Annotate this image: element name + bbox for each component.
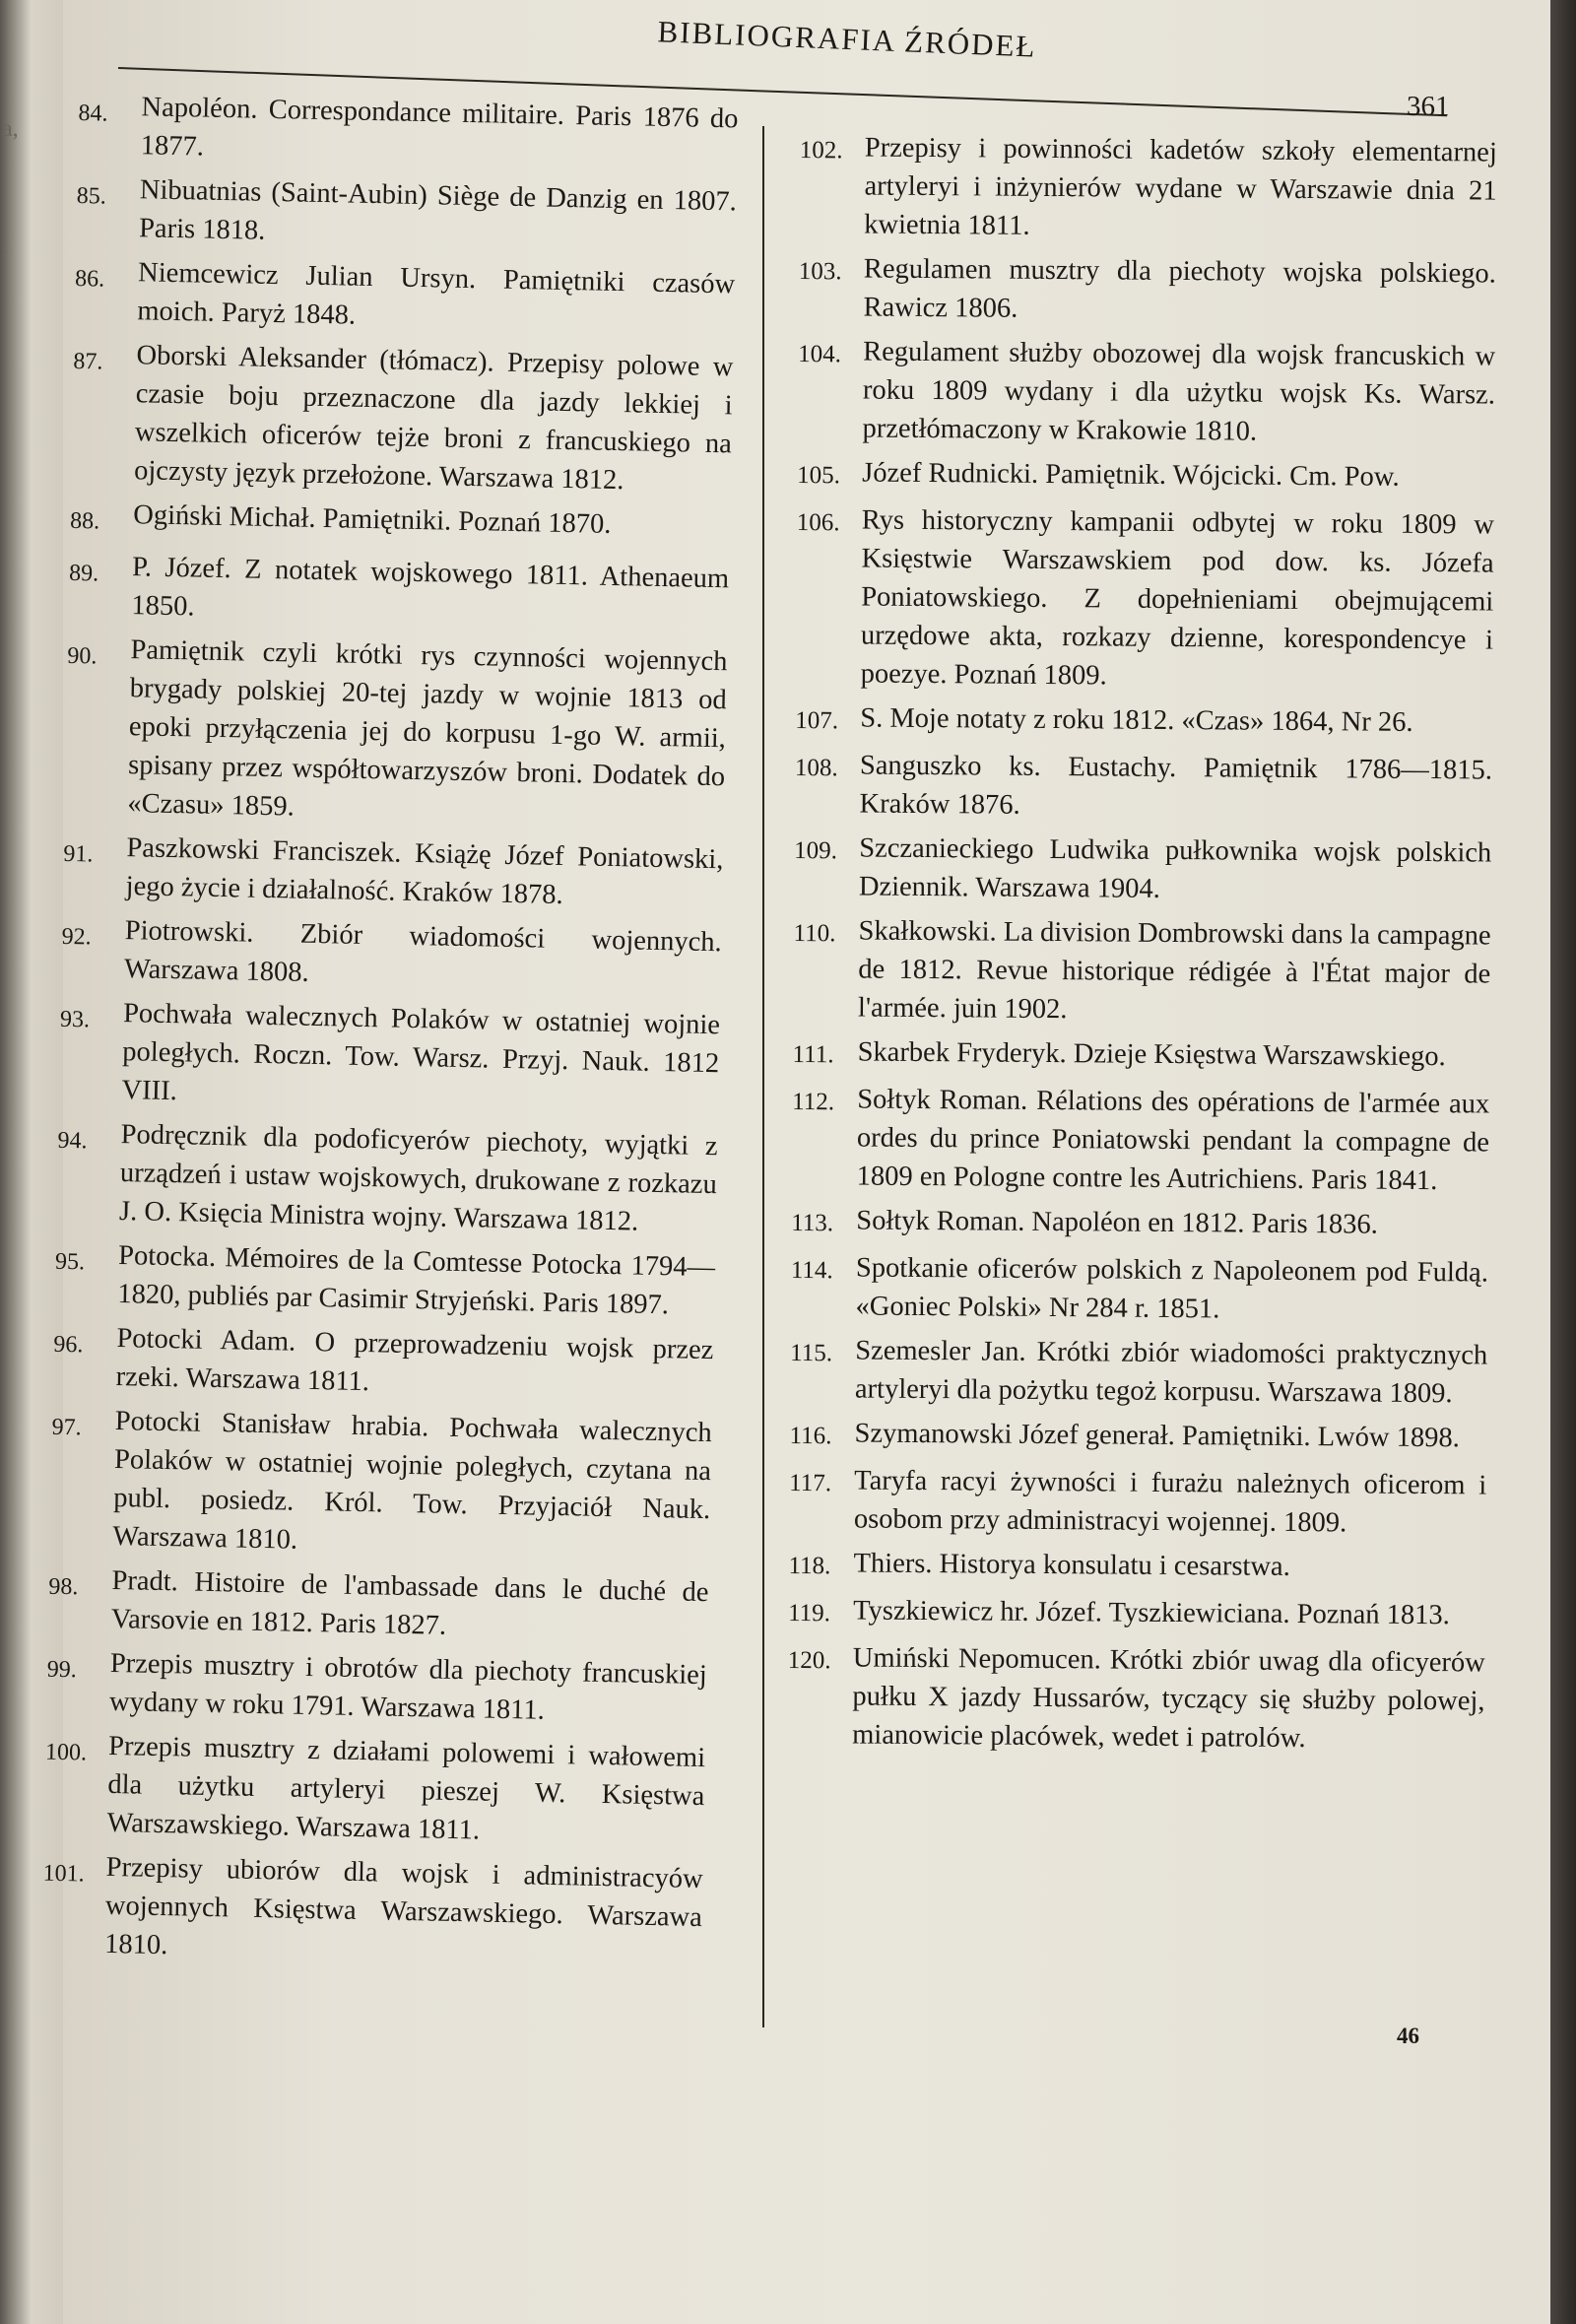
adjacent-page-fragment: a, <box>2 116 19 142</box>
entry-number: 94. <box>57 1127 88 1155</box>
bibliography-entry <box>787 1638 1485 1760</box>
entry-number: 99. <box>46 1656 78 1684</box>
bibliography-entry <box>793 911 1491 1032</box>
left-column <box>41 87 739 1981</box>
bibliography-entry <box>68 547 729 636</box>
entry-number: 101. <box>42 1860 85 1888</box>
entry-number: 112. <box>792 1088 835 1116</box>
entry-number: 120. <box>787 1646 831 1675</box>
bibliography-entry <box>49 1401 712 1567</box>
bibliography-entry <box>791 1201 1488 1248</box>
bibliography-entry <box>41 1847 703 1975</box>
page-number: 361 <box>1407 91 1450 122</box>
bibliography-entry <box>62 828 723 917</box>
bibliography-entry <box>74 252 735 342</box>
entry-text: Przepis musztry z działami polowemi i wałowemi dla użytku artyleryi pieszej W. Księstwa Warszawskiego. Warszawa 1811. <box>106 1730 706 1846</box>
adjacent-page-fragment: . <box>2 234 8 260</box>
entry-number: 90. <box>67 642 98 670</box>
entry-text: Skarbek Fryderyk. Dzieje Księstwa Warszawskiego. <box>857 1036 1446 1073</box>
entry-text: Potocka. Mémoires de la Comtesse Potocka 1794—1820, publiés par Casimir Stryjeński. Paris 1897. <box>117 1240 716 1321</box>
bibliography-entry <box>790 1331 1488 1414</box>
entry-number: 85. <box>76 182 107 210</box>
entry-text: Pochwała walecznych Polaków w ostatniej wojnie poległych. Roczn. Tow. Warsz. Przyj. Nauk. 1812 VIII. <box>121 998 721 1107</box>
running-header: BIBLIOGRAFIA ŹRÓDEŁ <box>656 14 1038 64</box>
entry-number: 88. <box>69 507 100 535</box>
bibliography-entry <box>795 500 1494 698</box>
entry-number: 105. <box>797 461 841 490</box>
entry-text: Potocki Stanisław hrabia. Pochwała walecznych Polaków w ostatniej wojnie poległych, czytana na publ. posiedz. Król. Tow. Przyjaciół Nauk. Warszawa 1810. <box>112 1406 713 1556</box>
entry-text: Piotrowski. Zbiór wiadomości wojennych. Warszawa 1808. <box>123 915 723 988</box>
entry-text: Szczanieckiego Ludwika pułkownika wojsk polskich Dziennik. Warszawa 1904. <box>858 832 1492 904</box>
entry-text: Podręcznik dla podoficyerów piechoty, wyjątki z urządzeń i ustaw wojskowych, drukowane z rozkazu J. O. Księcia Ministra wojny. Warszawa 1812. <box>118 1119 718 1237</box>
bibliography-entry <box>43 1726 705 1854</box>
entry-text: Sołtyk Roman. Napoléon en 1812. Paris 1836. <box>856 1205 1378 1240</box>
entry-number: 106. <box>796 508 840 537</box>
bibliography-entry <box>791 1080 1489 1201</box>
entry-text: Nibuatnias (Saint-Aubin) Siège de Danzig en 1807. Paris 1818. <box>138 174 738 246</box>
entry-number: 115. <box>790 1339 833 1367</box>
entry-text: Oborski Aleksander (tłómacz). Przepisy polowe w czasie boju przeznaczone dla jazdy lekkiej i wszelkich oficerów tejże broni z francuskiego na ojczysty język przełożone. Warszawa 1812. <box>133 340 734 497</box>
bibliography-entry <box>76 169 737 259</box>
entry-number: 110. <box>793 919 836 948</box>
entry-number: 86. <box>74 265 105 293</box>
entry-text: Szemesler Jan. Krótki zbiór wiadomości praktycznych artyleryi dla pożytku tegoż korpusu. Warszawa 1809. <box>854 1335 1488 1410</box>
bibliography-entry <box>794 829 1492 911</box>
entry-number: 91. <box>63 840 94 868</box>
entry-number: 89. <box>68 560 99 587</box>
entry-number: 109. <box>794 836 838 865</box>
entry-text: Taryfa racyi żywności i furażu należnych oficerom i osobom przy administracyi wojennej. 1809. <box>853 1465 1487 1539</box>
entry-text: Sołtyk Roman. Rélations des opérations de l'armée aux ordes du prince Poniatowski pendant la compagne de 1809 en Pologne contre les Autrichiens. Paris 1841. <box>856 1084 1490 1197</box>
bibliography-entry <box>797 453 1494 500</box>
entry-text: Niemcewicz Julian Ursyn. Pamiętniki czasów moich. Paryż 1848. <box>137 257 736 331</box>
entry-number: 118. <box>788 1552 831 1580</box>
bibliography-entry <box>789 1414 1486 1461</box>
entry-text: Skałkowski. La division Dombrowski dans la campagne de 1812. Revue historique rédigée à l'État major de l'armée. juin 1902. <box>857 915 1491 1026</box>
column-divider <box>762 126 764 2027</box>
entry-text: Regulament służby obozowej dla wojsk francuskich w roku 1809 wydany i dla użytku wojsk Ks. Warsz. przetłómaczony w Krakowie 1810. <box>862 336 1496 447</box>
bibliography-entry <box>797 332 1495 453</box>
entry-text: Thiers. Historya konsulatu i cesarstwa. <box>853 1548 1290 1582</box>
entry-number: 102. <box>799 136 843 165</box>
entry-text: Pradt. Histoire de l'ambassade dans le duché de Varsovie en 1812. Paris 1827. <box>110 1564 709 1641</box>
entry-number: 100. <box>44 1739 88 1766</box>
entry-text: Przepis musztry i obrotów dla piechoty francuskiej wydany w roku 1791. Warszawa 1811. <box>108 1647 708 1726</box>
bibliography-entry <box>58 993 720 1121</box>
entry-number: 107. <box>795 706 839 735</box>
entry-text: Sanguszko ks. Eustachy. Pamiętnik 1786—1815. Kraków 1876. <box>859 750 1493 821</box>
entry-number: 103. <box>798 257 842 286</box>
entry-number: 104. <box>798 340 842 368</box>
bibliography-entry <box>61 910 722 1000</box>
entry-number: 114. <box>790 1256 833 1285</box>
entry-text: Przepisy ubiorów dla wojsk i administracyów wojennych Księstwa Warszawskiego. Warszawa 1810. <box>103 1851 703 1961</box>
entry-number: 113. <box>791 1209 834 1237</box>
entry-text: Paszkowski Franciszek. Książę Józef Poniatowski, jego życie i działalność. Kraków 1878. <box>125 832 724 911</box>
entry-text: Szymanowski Józef generał. Pamiętniki. Lwów 1898. <box>854 1418 1460 1454</box>
entry-text: Józef Rudnicki. Pamiętnik. Wójcicki. Cm. Pow. <box>862 457 1400 493</box>
entry-text: Umiński Nepomucen. Krótki zbiór uwag dla oficyerów pułku X jazdy Hussarów, tyczący się służby polowej, mianowicie placówek, wedet i patrolów. <box>852 1642 1485 1755</box>
bibliography-entry <box>54 1235 715 1325</box>
bibliography-entry <box>794 746 1492 829</box>
bibliography-entry <box>798 249 1496 332</box>
entry-number: 92. <box>61 923 92 951</box>
entry-number: 97. <box>51 1414 82 1441</box>
entry-number: 108. <box>794 754 838 782</box>
right-column <box>787 128 1497 1765</box>
entry-text: Przepisy i powinności kadetów szkoły elementarnej artyleryi i inżynierów wydane w Warszawie dnia 21 kwietnia 1811. <box>864 132 1497 241</box>
bibliography-entry <box>56 1114 718 1242</box>
bibliography-entry <box>64 630 728 834</box>
bibliography-entry <box>70 495 731 554</box>
bibliography-entry <box>799 128 1497 249</box>
signature-number: 46 <box>1397 2024 1419 2048</box>
bibliography-entry <box>47 1560 708 1650</box>
entry-text: Tyszkiewicz hr. Józef. Tyszkiewiciana. Poznań 1813. <box>853 1595 1450 1631</box>
bibliography-entry <box>788 1544 1485 1591</box>
entry-text: Regulamen musztry dla piechoty wojska polskiego. Rawicz 1806. <box>863 253 1496 324</box>
entry-text: Spotkanie oficerów polskich z Napoleonem pod Fuldą. «Goniec Polski» Nr 284 r. 1851. <box>855 1252 1489 1325</box>
entry-text: S. Moje notaty z roku 1812. «Czas» 1864, Nr 26. <box>860 702 1413 738</box>
bibliography-entry <box>77 87 738 176</box>
entry-number: 95. <box>54 1248 86 1276</box>
bibliography-entry <box>788 1591 1485 1638</box>
entry-number: 116. <box>789 1422 832 1450</box>
bibliography-entry <box>789 1461 1487 1544</box>
entry-number: 93. <box>59 1006 91 1033</box>
entry-text: Napoléon. Correspondance militaire. Paris 1876 do 1877. <box>140 92 739 163</box>
bibliography-entry <box>795 698 1492 746</box>
entry-text: Potocki Adam. O przeprowadzeniu wojsk przez rzeki. Warszawa 1811. <box>115 1323 714 1398</box>
entry-number: 98. <box>48 1573 79 1601</box>
entry-number: 111. <box>792 1040 834 1069</box>
entry-text: P. Józef. Z notatek wojskowego 1811. Athenaeum 1850. <box>131 552 730 623</box>
entry-number: 117. <box>789 1469 832 1497</box>
entry-number: 119. <box>788 1599 831 1627</box>
bibliography-entry <box>790 1248 1488 1331</box>
entry-text: Rys historyczny kampanii odbytej w roku 1809 w Księstwie Warszawskiem pod dow. ks. Józefa Poniatowskiego. Z dopełnieniami obejmującemi urzędowe akta, rozkazy dzienne, korespondencye i poezye. Poznań 1809. <box>860 504 1494 692</box>
bibliography-entry <box>71 335 734 501</box>
entry-text: Pamiętnik czyli krótki rys czynności wojennych brygady polskiej 20-tej jazdy w wojnie 1813 od epoki przyłączenia jej do korpusu 1-go W. armii, spisany przez współtowarzyszów broni. Dodatek do «Czasu» 1859. <box>127 634 728 823</box>
bibliography-entry <box>792 1032 1489 1080</box>
entry-number: 96. <box>53 1331 84 1359</box>
entry-number: 87. <box>73 348 103 375</box>
entry-number: 84. <box>78 100 108 127</box>
bibliography-entry <box>46 1643 707 1733</box>
book-binding-edge <box>1550 0 1576 2324</box>
entry-text: Ogiński Michał. Pamiętniki. Poznań 1870. <box>132 499 612 540</box>
bibliography-entry <box>52 1318 713 1408</box>
